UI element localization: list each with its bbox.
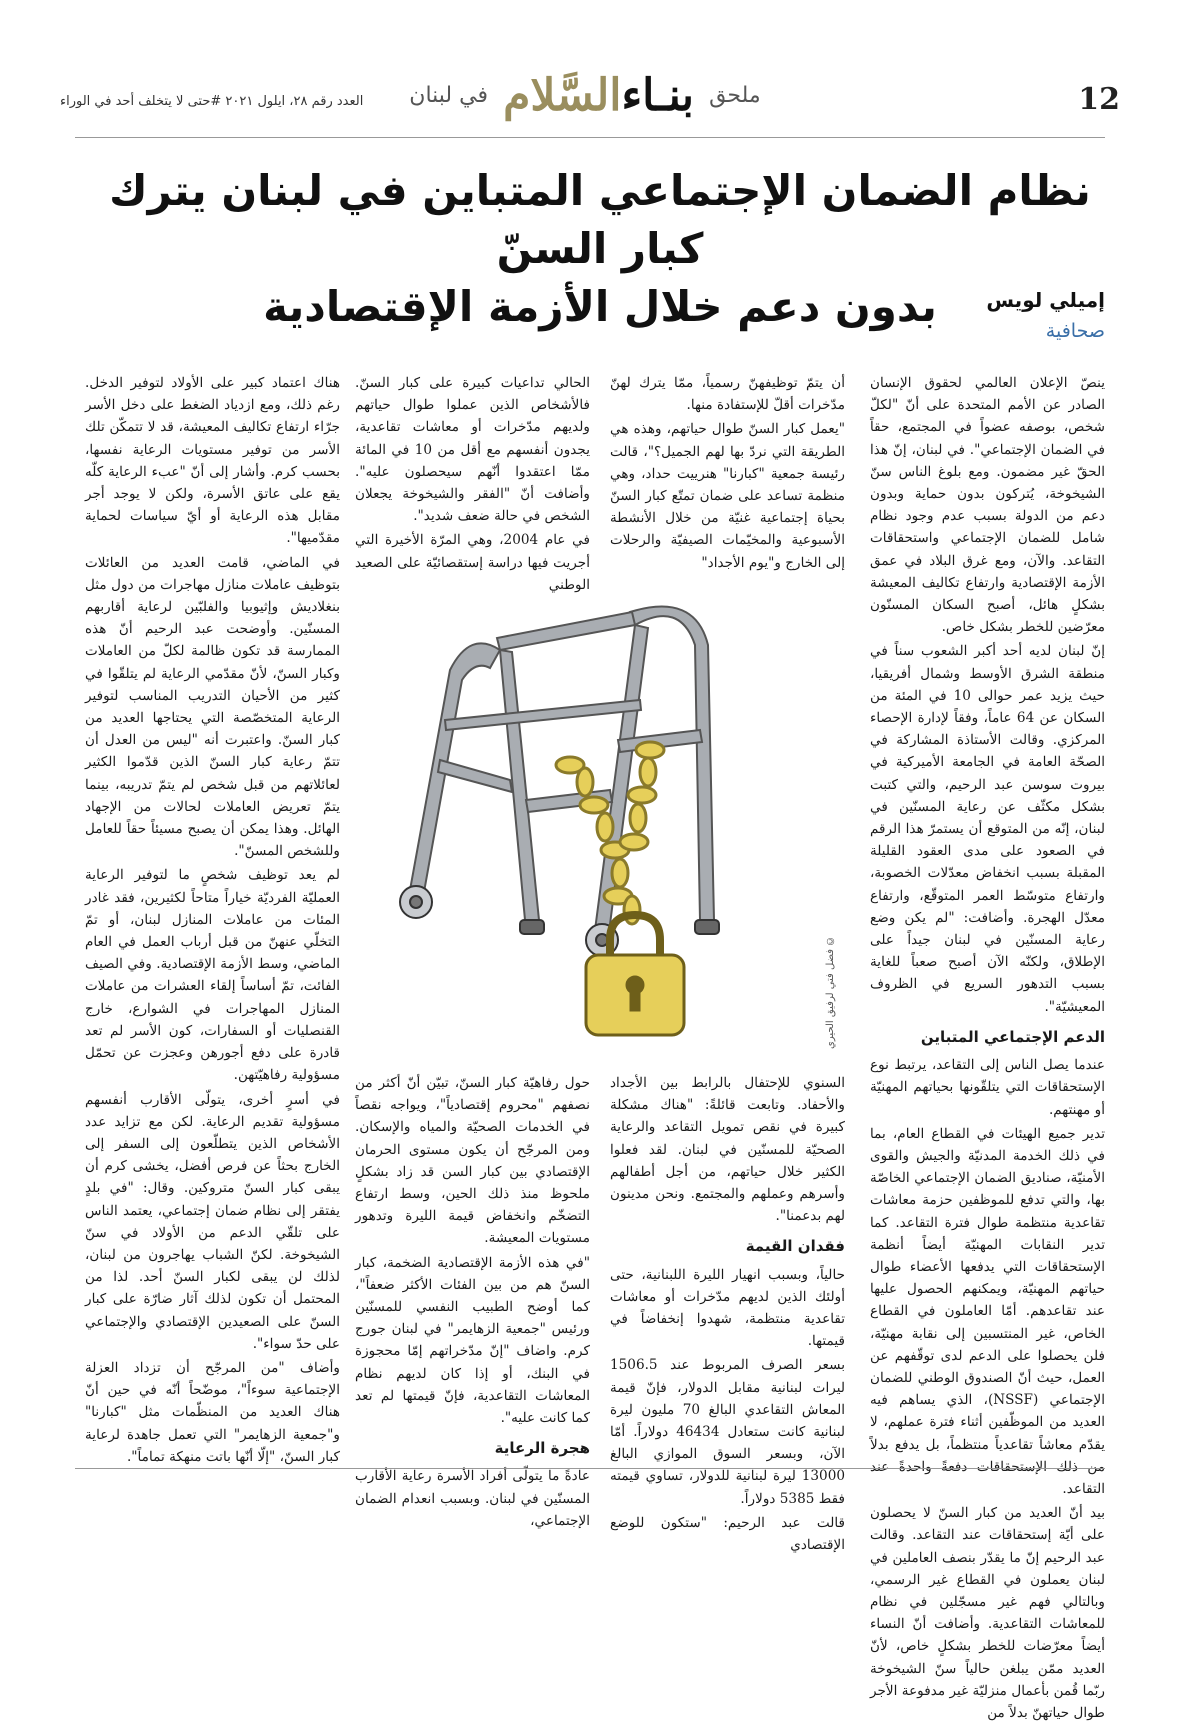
page-header xyxy=(60,70,1120,130)
article-title-line-1: نظام الضمان الإجتماعي المتباين في لبنان يترك كبار السنّ xyxy=(109,166,1091,273)
paragraph: بسعر الصرف المربوط عند 1506.5 ليرات لبنانية مقابل الدولار، فإنّ قيمة المعاش التقاعدي البالغ 70 مليون ليرة لبنانية كانت ستعادل 46434 دولاراً. أمّا الآن، وبسعر السوق الموازي البالغ 13000 ليرة لبنانية للدولار، تساوي قيمته فقط 5385 دولاراً. xyxy=(610,1357,845,1507)
paragraph: إنّ لبنان لديه أحد أكبر الشعوب سناً في منطقة الشرق الأوسط وشمال أفريقيا، حيث يزيد عمر حوالى 10 في المئة من السكان عن 64 عاماً، وفقاً لإدارة الإحصاء المركزي. وقالت الأستاذة المشاركة في الصحّة العامة في الجامعة الأميركية في بيروت سوسن عبد الرحيم، والتي كتبت بشكل مكثّف عن رعاية المسنّين في لبنان، إنّه من المتوقع أن يستمرّ هذا الرقم في الصعود على مدى العقود القليلة المقبلة بسبب انخفاض معدّلات الخصوبة، وارتفاع متوسّط العمر المتوقّع، وارتفاع معدّل الهجرة. وأضافت: "لم يكن وضع رعاية المسنّين في لبنان جيداً على الإطلاق، ولكنّه الآن أصبح صعباً للغاية بسبب التدهور السريع في الظروف المعيشيّة". xyxy=(870,643,1105,1015)
masthead-country: في لبنان xyxy=(409,83,488,108)
issue-line: العدد رقم ٢٨، ايلول ٢٠٢١ #حتى لا يتخلف أحد في الوراء xyxy=(60,94,364,109)
paragraph: عندما يصل الناس إلى التقاعد، يرتبط نوع الإستحقاقات التي يتلقّونها بحياتهم المهنيّة أو مهنتهم. xyxy=(870,1057,1105,1118)
section-heading: الدعم الإجتماعي المتباين xyxy=(920,1027,1105,1046)
paragraph: الحالي تداعيات كبيرة على كبار السنّ. فالأشخاص الذين عملوا طوال حياتهم ولديهم مدّخرات أو معاشات تقاعدية، يجدون أنفسهم مع أقل من 10 في المائة ممّا اعتقدوا أنّهم سيحصلون عليه". وأضافت أنّ "الفقر والشيخوخة يجعلان الشخص في حالة ضعف شديد". xyxy=(355,375,590,525)
paragraph: "يعمل كبار السنّ طوال حياتهم، وهذه هي الطريقة التي نردّ بها لهم الجميل؟"، قالت رئيسة جمعية "كبارنا" هنرييت حداد، وهي منظمة تساعد على ضمان تمتّع كبار السنّ بحياة إجتماعية غنيّة من خلال الأنشطة الأسبوعية والمخيّمات الصيفيّة والرحلات إلى الخارج و"يوم الأجداد" xyxy=(610,421,845,571)
logo-accent: السَّلام xyxy=(503,70,622,121)
section-heading: فقدان القيمة xyxy=(745,1237,845,1256)
paragraph: في عام 2004، وهي المرّة الأخيرة التي أجريت فيها دراسة إستقصائيّة على الصعيد الوطني xyxy=(355,532,590,593)
article-column-2-top xyxy=(610,372,845,571)
article-column-1 xyxy=(870,372,1105,1721)
paragraph: وأضاف "من المرجّح أن تزداد العزلة الإجتماعية سوءاً"، موضّحاً أنّه في حين أنّ هناك العديد من المنظّمات مثل "كبارنا" و"جمعية الزهايمر" التي تعمل جاهدة لرعاية كبار السنّ، "إلّا أنّها باتت منهكة تماماً". xyxy=(85,1359,340,1465)
article-column-4 xyxy=(85,372,340,1465)
logo-prefix: بنـاء xyxy=(621,70,694,121)
paragraph: حول رفاهيّة كبار السنّ، تبيّن أنّ أكثر من نصفهم "محروم إقتصادياً"، ويواجه نقصاً في الخدمات الصحيّة والمياه والإسكان. ومن المرجّح أن يكون مستوى الحرمان الإقتصادي بين كبار السن قد زاد بشكلٍ ملحوظ منذ ذلك الحين، وسط ارتفاع التضخّم وانخفاض قيمة الليرة وتدهور مستويات المعيشة. xyxy=(355,1075,590,1247)
paragraph: أن يتمّ توظيفهنّ رسمياً، ممّا يترك لهنّ مدّخرات أقلّ للإستفادة منها. xyxy=(610,375,845,414)
article-column-3-top xyxy=(355,372,590,593)
byline xyxy=(986,288,1105,342)
page-number: 12 xyxy=(1078,82,1120,117)
chain xyxy=(556,742,664,924)
masthead-supplement: ملحق xyxy=(709,83,761,108)
paragraph: هناك اعتماد كبير على الأولاد لتوفير الدخل. رغم ذلك، ومع ازدياد الضغط على دخل الأسر جرّاء ارتفاع تكاليف المعيشة، قد لا تتمكّن تلك الأسر من توفير مستويات الرعاية نفسها، بحسب كرم. وأشار إلى أنّ "عبء الرعاية كلّه يقع على عاتق الأسرة، ولكن لا يوجد أجر مقابل هذه الرعاية أو أيّ سياسات لحماية مقدّميها". xyxy=(85,375,340,547)
walker-wheels xyxy=(400,886,719,956)
header-divider xyxy=(75,137,1105,138)
paragraph: قالت عبد الرحيم: "ستكون للوضع الإقتصادي xyxy=(610,1514,845,1554)
paragraph: بيد أنّ العديد من كبار السنّ لا يحصلون على أيّة إستحقاقات عند التقاعد. وقالت عبد الرحيم إنّ ما يقدّر بنصف العاملين في لبنان يعملون في القطاع غير الرسمي، وبالتالي فهم غير مسجّلين في نظام للمعاشات التقاعدية. وأضافت أنّ النساء أيضاً معرّضات للخطر بشكلٍ خاص، لأنّ العديد ممّن يبلغن حالياً سنّ الشيخوخة ربّما قُمن بأعمال منزليّة غير مدفوعة الأجر طوال حياتهنّ بدلاً من xyxy=(870,1505,1105,1721)
paragraph: عادةً ما يتولّى أفراد الأسرة رعاية الأقارب المسنّين في لبنان. وبسبب انعدام الضمان الإجتماعي، xyxy=(355,1468,590,1529)
paragraph: ينصّ الإعلان العالمي لحقوق الإنسان الصادر عن الأمم المتحدة على أنّ "لكلّ شخص، بوصفه عضواً في المجتمع، حقاً في الضمان الإجتماعي". في لبنان، إنّ هذا الحقّ غير مضمون. ومع بلوغ الناس سنّ الشيخوخة، يُتركون بدون حماية وبدون دعم من الدولة بسبب عدم وجود نظام شامل للضمان الإجتماعي واستحقاقات التقاعد. والآن، ومع غرق البلاد في عمق الأزمة الإقتصادية وارتفاع تكاليف المعيشة بشكلٍ هائل، أصبح السكان المسنّون معرّضين للخطر بشكل خاص. xyxy=(870,375,1105,636)
section-heading: هجرة الرعاية xyxy=(494,1439,590,1458)
article-column-2-bottom xyxy=(610,1072,845,1554)
paragraph: في الماضي، قامت العديد من العائلات بتوظيف عاملات منازل مهاجرات من دول مثل بنغلاديش وإثيوبيا والفلبّين لرعاية أقاربهم المسنّين. وأوضحت عبد الرحيم أنّ هذه الممارسة قد تكون ظالمة لكلّ من العاملات وكبار السنّ، لأنّ مقدّمي الرعاية لم يتلقّوا في كثير من الأحيان التدريب المناسب لتوفير الرعاية المتخصّصة التي يحتاجها العديد من كبار السنّ. واعتبرت أنه "ليس من العدل أن تتمّ رعاية كبار السنّ الذين قدّموا الكثير لعائلاتهم من قبل شخص لم يتمّ تدريبه، بينما يتمّ تعريض العاملات لحالات من الإجهاد الهائل. وهذا يمكن أن يصبح مسيئاً حقاً للعامل وللشخص المسنّ". xyxy=(85,554,340,860)
paragraph: "في هذه الأزمة الإقتصادية الضخمة، كبار السنّ هم من بين الفئات الأكثر ضعفاً"، كما أوضح الطبيب النفسي للمسنّين ورئيس "جمعية الزهايمر" في لبنان جورج كرم. واضاف "إنّ مدّخراتهم إمّا محجوزة في البنك، أو إذا كان لديهم نظام المعاشات التقاعدية، فإنّ قيمتها لم تعد كما كانت عليه". xyxy=(355,1254,590,1427)
footer-divider xyxy=(75,1468,1105,1469)
paragraph: في أسرٍ أخرى، يتولّى الأقارب أنفسهم مسؤولية تقديم الرعاية. لكن مع تزايد عدد الأشخاص الذين يتطلّعون إلى السفر إلى الخارج بحثاً عن فرص أفضل، يخشى كرم أن يبقى كبار السنّ متروكين. وقال: "في بلدٍ يفتقر إلى نظام ضمان إجتماعي، يعتمد الناس على تلقّي الدعم من الأولاد في سنّ الشيخوخة. لكنّ الشباب يهاجرون من لبنان، لذلك لن يبقى لكبار السنّ أحد. لذا من المحتمل أن تكون لذلك آثار ضارّة على كبار السنّ على الصعيدين الإقتصادي والإجتماعي على حدّ سواء". xyxy=(85,1091,340,1352)
paragraph: حالياً، وبسبب انهيار الليرة اللبنانية، حتى أولئك الذين لديهم مدّخرات أو معاشات تقاعدية منتظمة، شهدوا إنخفاضاً في قيمتها. xyxy=(610,1266,845,1350)
article-title xyxy=(80,162,1120,336)
walker-padlock-illustration xyxy=(350,590,840,1050)
author-name: إميلي لويس xyxy=(986,288,1105,312)
paragraph: تدير جميع الهيئات في القطاع العام، بما في ذلك الخدمة المدنيّة والجيش والقوى الأمنيّة، صناديق الضمان الإجتماعي الخاصّة بها، والتي تدفع للموظفين حزمة معاشات تقاعدية منتظمة طوال فترة التقاعد. كما تدير النقابات المهنيّة أيضاً أنظمة الإستحقاقات التي يدفعها الأعضاء طوال حياتهم المهنيّة، ويمكنهم الحصول عليها عند تقاعدهم. أمّا العاملون في القطاع الخاص، غير المنتسبين إلى نقابة مهنيّة، فلن يحصلوا على الدعم لدى توقّفهم عن العمل، حيث أنّ الصندوق الوطني للضمان الإجتماعي (NSSF)، الذي يساهم فيه العديد من الموظّفين أثناء فترة عملهم، لا يقدّم معاشاً تقاعدياً منتظماً، بل يدفع بدلاً من ذلك الإستحقاقات دفعةً واحدةً عند التقاعد. xyxy=(870,1125,1105,1497)
article-title-line-2: بدون دعم خلال الأزمة الإقتصادية xyxy=(263,282,937,331)
article-column-3-bottom xyxy=(355,1072,590,1529)
image-credit: © فضل فتي لرفيق الحيري xyxy=(825,935,836,1050)
paragraph: السنوي للإحتفال بالرابط بين الأجداد والأحفاد. وتابعت قائلةً: "هناك مشكلة كبيرة في نقص تمويل التقاعد والرعاية الصحيّة للمسنّين في لبنان. لقد فعلوا الكثير خلال حياتهم، من أجل أطفالهم وأسرهم وعملهم والمجتمع. ونحن مدينون لهم بدعمنا". xyxy=(610,1075,845,1225)
paragraph: لم يعد توظيف شخصٍ ما لتوفير الرعاية العمليّة الفرديّة خياراً متاحاً لكثيرين، فقد غادر المئات من عاملات المنازل لبنان، أو تمّ التخلّي عنهنّ من قبل أرباب العمل في العام الماضي، وسط الأزمة الإقتصادية. وفي الصيف الفائت، تمّ أساساً إلقاء العشرات من عاملات المنازل المهاجرات في الشوارع، خارج القنصليات أو السفارات، كون الأسر لم تعد قادرة على دفع أجورهن وعجزت عن تحمّل مسؤولية رفاهيّتهن. xyxy=(85,867,340,1084)
author-role: صحافية xyxy=(1045,320,1105,342)
masthead-logo xyxy=(503,70,694,121)
